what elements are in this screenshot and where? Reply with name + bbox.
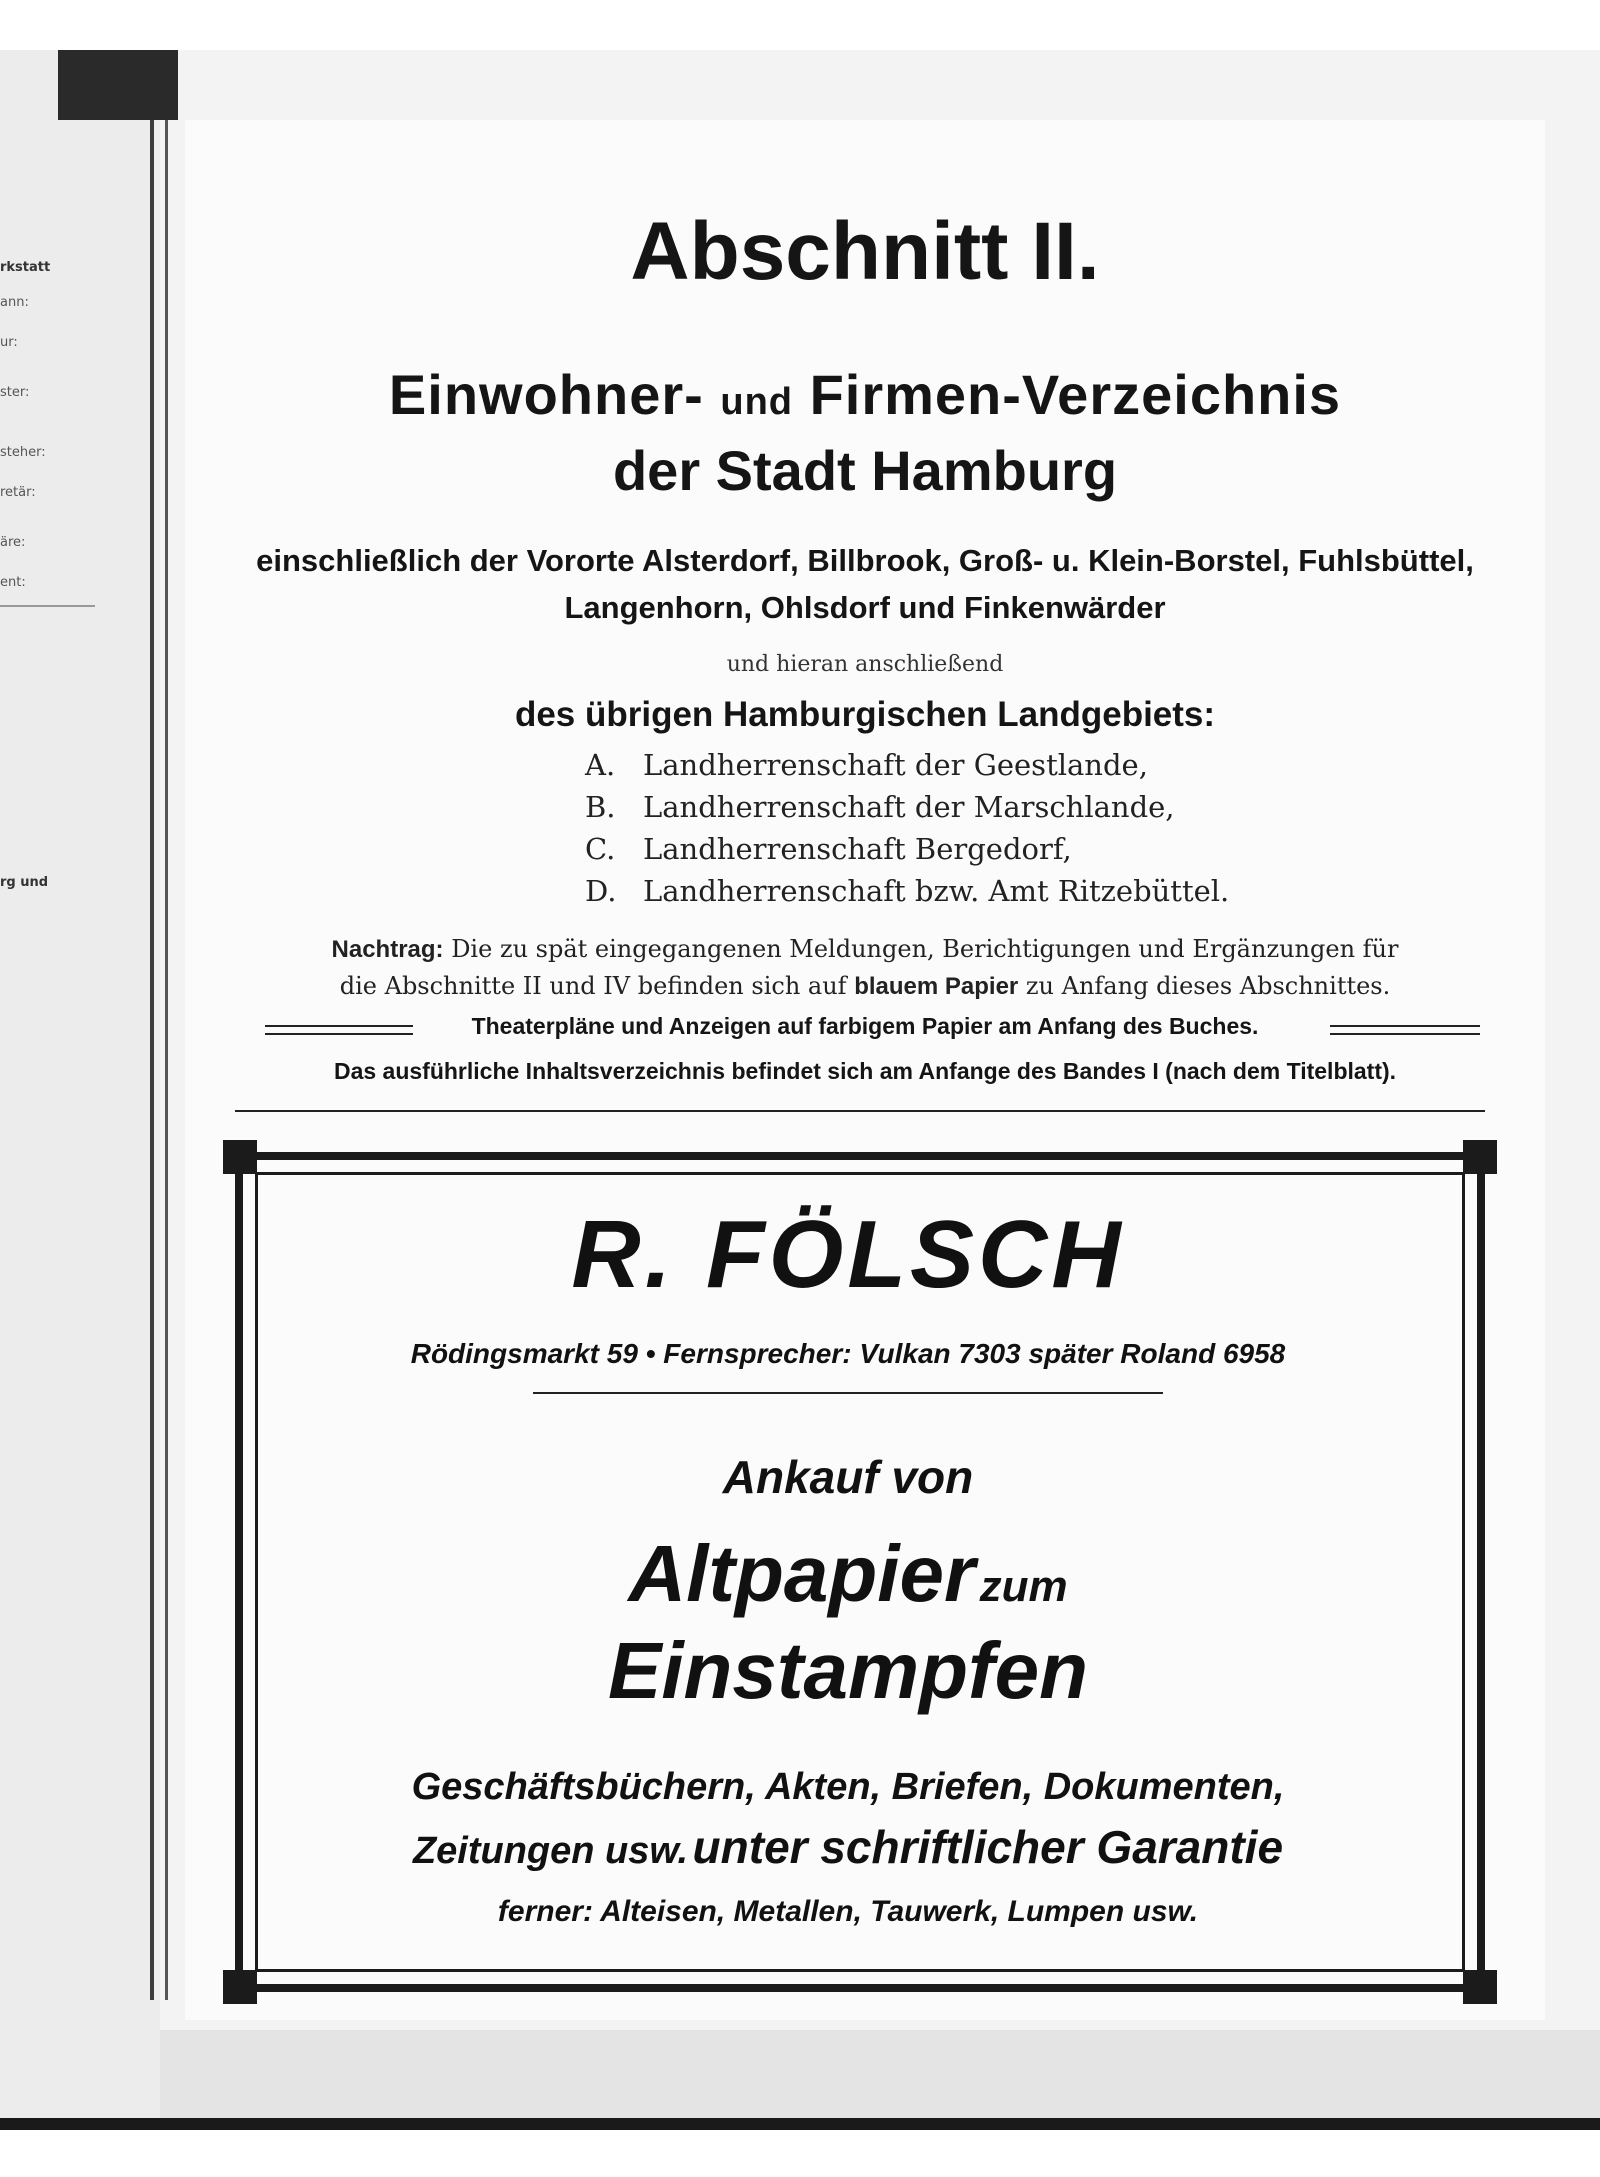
page-title: Abschnitt II. [630, 206, 1100, 297]
left-page-fragment [0, 50, 160, 2130]
advertisement-box [235, 1152, 1485, 1992]
ornament-corner [1463, 1970, 1497, 2004]
ad-divider [533, 1392, 1163, 1394]
left-fragment-text: steher: [0, 445, 46, 460]
ad-line-items: Geschäftsbüchern, Akten, Briefen, Dokumenten, [411, 1766, 1285, 1808]
ornament-corner [223, 1140, 257, 1174]
company-name: R. FÖLSCH [571, 1201, 1125, 1308]
binding-edge [150, 120, 154, 2000]
left-fragment-rule [0, 605, 95, 607]
ad-line-further: ferner: Alteisen, Metallen, Tauwerk, Lumpen usw. [497, 1895, 1199, 1928]
ad-line-guarantee: Zeitungen usw. unter schriftlicher Garantie [412, 1821, 1284, 1873]
blue-paper-text: blauem Papier [854, 973, 1019, 1000]
district-item: A. Landherrenschaft der Geestlande, [585, 748, 1148, 782]
page-subtitle [185, 362, 1545, 427]
left-fragment-text: rg und [0, 875, 49, 890]
company-contact: Rödingsmarkt 59 • Fernsprecher: Vulkan 7303 später Roland 6958 [410, 1338, 1286, 1369]
left-fragment-text: retär: [0, 485, 36, 500]
nachtrag-label: Nachtrag: [331, 936, 444, 963]
title-page [185, 120, 1545, 2020]
subtitle-part1: Einwohner- [388, 363, 704, 426]
left-fragment-text: ent: [0, 575, 26, 590]
subtitle-city: der Stadt Hamburg [612, 439, 1118, 502]
district-item: C. Landherrenschaft Bergedorf, [585, 832, 1072, 866]
nachtrag-text: Die zu spät eingegangenen Meldungen, Berichtigungen und Ergänzungen für [451, 935, 1399, 963]
section-divider [235, 1110, 1485, 1112]
subtitle-und: und [720, 381, 793, 423]
nachtrag-note [185, 935, 1545, 964]
contents-note: Das ausführliche Inhaltsverzeichnis befindet sich am Anfange des Bandes I (nach dem Titelblatt). [333, 1058, 1397, 1084]
binding-shadow [58, 50, 178, 120]
nachtrag-note-line2: die Abschnitte II und IV befinden sich auf blauem Papier zu Anfang dieses Abschnittes. [339, 972, 1391, 1000]
ad-line-purchase: Ankauf von [722, 1451, 974, 1503]
ornament-corner [1463, 1140, 1497, 1174]
page-bottom-shadow [0, 2030, 1600, 2118]
scan-bottom-border [0, 2118, 1600, 2130]
left-fragment-text: äre: [0, 535, 26, 550]
double-rule-right [1330, 1025, 1480, 1035]
binding-edge-inner [165, 120, 168, 2000]
includes-line-1: einschließlich der Vororte Alsterdorf, Billbrook, Groß- u. Klein-Borstel, Fuhlsbüttel, [256, 543, 1474, 578]
subtitle-part2: Firmen-Verzeichnis [809, 363, 1342, 426]
theater-note: Theaterpläne und Anzeigen auf farbigem Papier am Anfang des Buches. [471, 1013, 1259, 1039]
company-address: Rödingsmarkt 59 [410, 1338, 638, 1369]
landgebiet-heading: des übrigen Hamburgischen Landgebiets: [514, 695, 1216, 734]
left-fragment-text: rkstatt [0, 260, 51, 275]
left-fragment-text: ann: [0, 295, 29, 310]
includes-line-2: Langenhorn, Ohlsdorf und Finkenwärder [564, 590, 1166, 625]
district-item: D. Landherrenschaft bzw. Amt Ritzebüttel. [585, 874, 1230, 908]
connector-text: und hieran anschließend [726, 652, 1004, 677]
left-fragment-text: ur: [0, 335, 18, 350]
left-fragment-text: ster: [0, 385, 30, 400]
company-phone: Fernsprecher: Vulkan 7303 später Roland 6958 [663, 1338, 1286, 1369]
ad-line-altpapier: Altpapier zum [628, 1529, 1068, 1618]
ornament-corner [223, 1970, 257, 2004]
ad-line-einstampfen: Einstampfen [607, 1626, 1089, 1715]
district-item: B. Landherrenschaft der Marschlande, [585, 790, 1175, 824]
